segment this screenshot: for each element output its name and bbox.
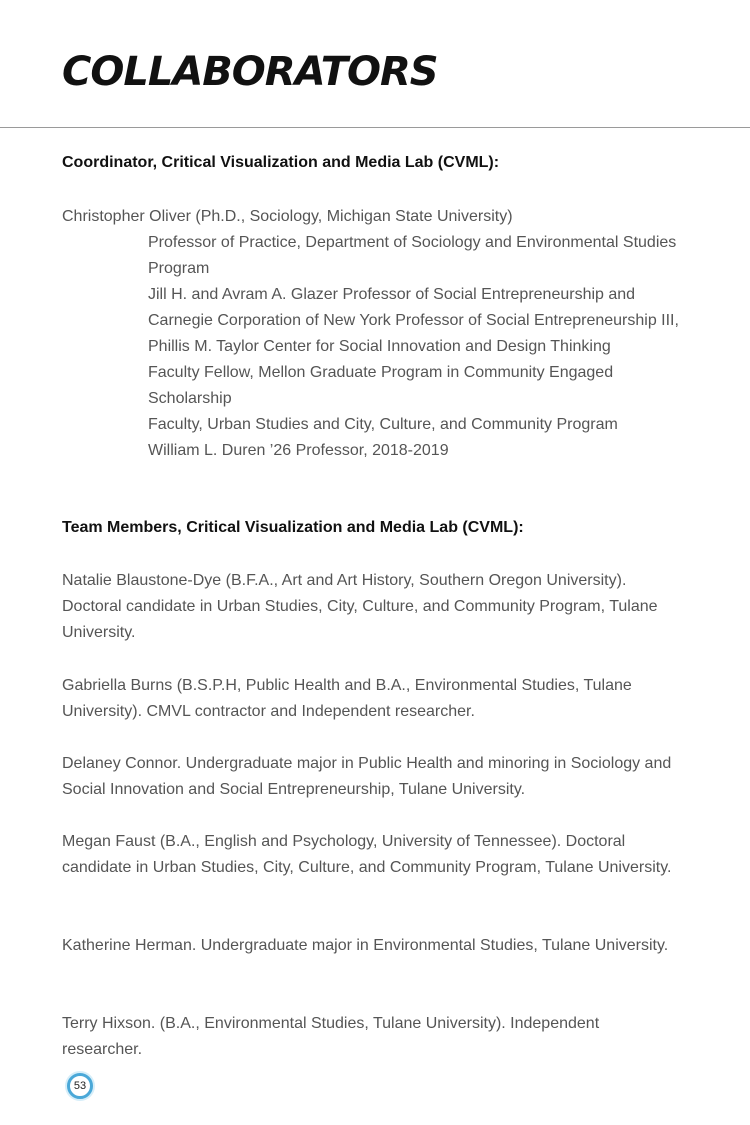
team-member: Katherine Herman. Undergraduate major in Environmental Studies, Tulane University. xyxy=(62,937,669,954)
position-item: William L. Duren ’26 Professor, 2018-2019 xyxy=(148,442,449,459)
team-heading: Team Members, Critical Visualization and Media Lab (CVML): xyxy=(62,519,524,536)
team-member: Gabriella Burns (B.S.P.H, Public Health and B.A., Environmental Studies, Tulane University). CMVL contractor and Independent researcher. xyxy=(62,677,632,720)
position-item: Professor of Practice, Department of Sociology and Environmental Studies Program xyxy=(148,234,677,277)
team-member: Megan Faust (B.A., English and Psychology, University of Tennessee). Doctoral candidate in Urban Studies, City, Culture, and Community Program, Tulane University. xyxy=(62,833,672,876)
position-item: Jill H. and Avram A. Glazer Professor of Social Entrepreneurship and Carnegie Corporation of New York Professor of Social Entrepreneurship III, Phillis M. Taylor Center for Social Innovation and Design Thinking xyxy=(148,286,679,355)
page-title: COLLABORATORS xyxy=(62,49,438,95)
page-number-badge xyxy=(67,1073,93,1099)
team-member: Natalie Blaustone-Dye (B.F.A., Art and Art History, Southern Oregon University). Doctoral candidate in Urban Studies, City, Culture, and Community Program, Tulane University. xyxy=(62,572,658,641)
coordinator-heading: Coordinator, Critical Visualization and Media Lab (CVML): xyxy=(62,154,500,171)
title-divider xyxy=(0,127,750,128)
position-item: Faculty, Urban Studies and City, Culture, and Community Program xyxy=(148,416,618,433)
team-member: Delaney Connor. Undergraduate major in Public Health and minoring in Sociology and Social Innovation and Social Entrepreneurship, Tulane University. xyxy=(62,755,672,798)
position-item: Faculty Fellow, Mellon Graduate Program in Community Engaged Scholarship xyxy=(148,364,614,407)
page-number: 53 xyxy=(73,1080,87,1092)
coordinator-positions xyxy=(148,230,688,464)
coordinator-name: Christopher Oliver (Ph.D., Sociology, Michigan State University) xyxy=(62,208,513,225)
team-member: Terry Hixson. (B.A., Environmental Studies, Tulane University). Independent researcher. xyxy=(62,1015,600,1058)
